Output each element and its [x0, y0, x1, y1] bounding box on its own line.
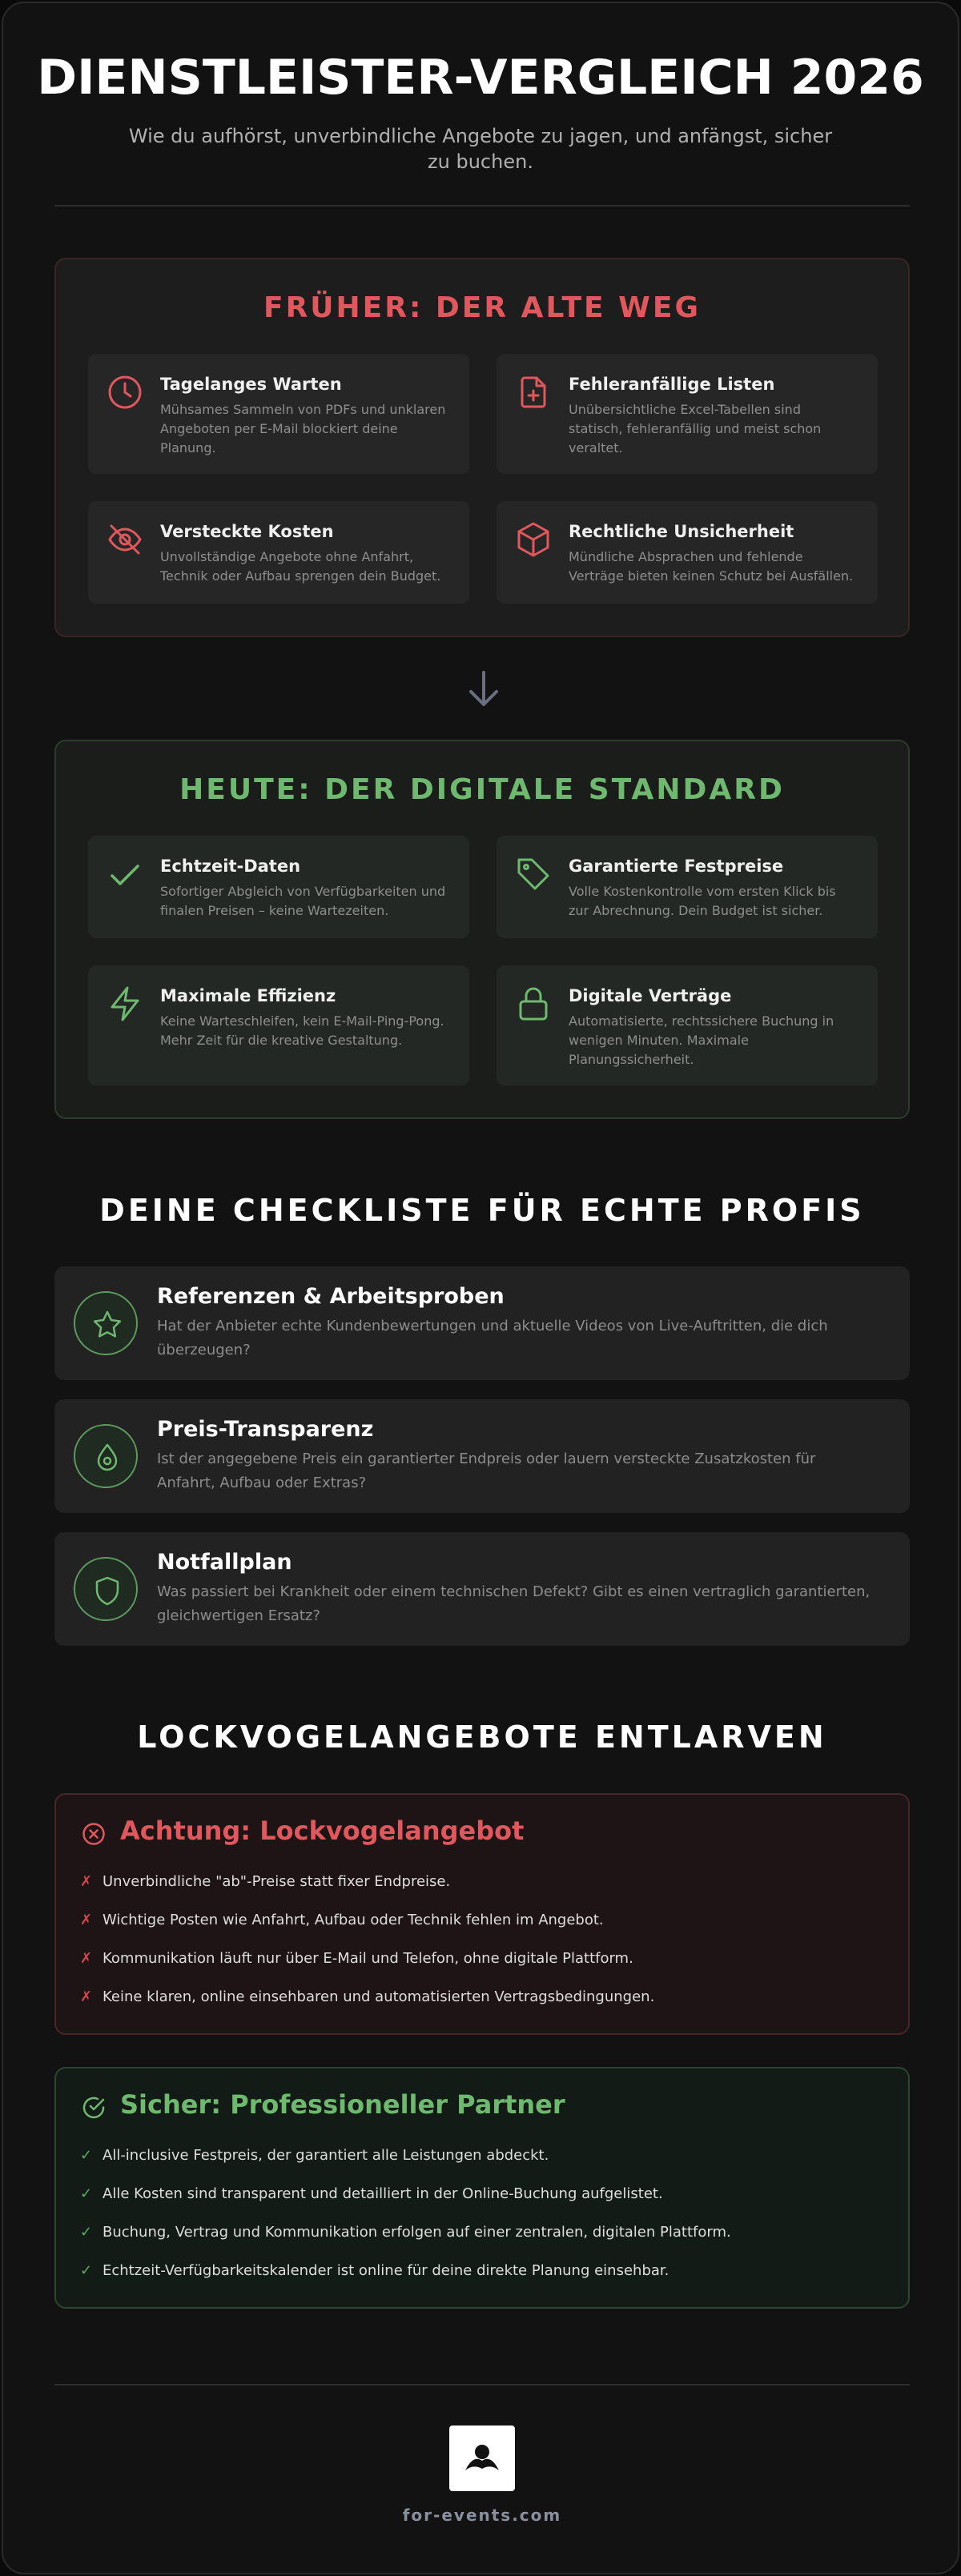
new-way-card: [497, 836, 878, 938]
header: [3, 3, 958, 175]
new-way-panel: [54, 740, 910, 1119]
x-circle-icon: [82, 1822, 106, 1846]
old-way-card: [88, 354, 469, 474]
safe-list: [80, 2147, 884, 2301]
checklist-item-description: Ist der angegebene Preis ein garantierter Endpreis oder lauern versteckte Zusatzkosten für Anfahrt, Aufbau oder Extras?: [157, 1451, 816, 1491]
cross-mark-icon: ✗: [80, 1912, 93, 1928]
list-item: [80, 2262, 884, 2301]
card-description: Sofortiger Abgleich von Verfügbarkeiten und finalen Preisen – keine Wartezeiten.: [160, 884, 446, 918]
logo-icon: [449, 2426, 515, 2491]
infographic: [2, 2, 959, 2574]
old-way-panel: [54, 258, 910, 637]
brand-logo[interactable]: [449, 2426, 515, 2491]
list-item: [80, 2147, 884, 2185]
clock-icon: [106, 373, 144, 411]
card-title: Echtzeit-Daten: [160, 857, 301, 876]
list-item: [80, 1912, 884, 1950]
safe-box: [54, 2067, 910, 2309]
footer-link[interactable]: for-events.com: [402, 2506, 562, 2525]
list-item-text: Buchung, Vertrag und Kommunikation erfolgen auf einer zentralen, digitalen Plattform.: [103, 2224, 731, 2241]
card-title: Maximale Effizienz: [160, 986, 336, 1005]
new-way-card: [88, 965, 469, 1085]
card-title: Versteckte Kosten: [160, 522, 334, 541]
list-item-text: All-inclusive Festpreis, der garantiert alle Leistungen abdeckt.: [103, 2147, 549, 2164]
check-mark-icon: ✓: [80, 2185, 93, 2202]
checklist-item: [54, 1399, 910, 1513]
list-item-text: Wichtige Posten wie Anfahrt, Aufbau oder Technik fehlen im Angebot.: [103, 1912, 604, 1928]
old-way-card: [497, 354, 878, 474]
list-item-text: Echtzeit-Verfügbarkeitskalender ist online für deine direkte Planung einsehbar.: [103, 2262, 669, 2279]
cross-mark-icon: ✗: [80, 1950, 93, 1967]
card-description: Keine Warteschleifen, kein E-Mail-Ping-Pong. Mehr Zeit für die kreative Gestaltung.: [160, 1013, 444, 1048]
safe-title: Sicher: Professioneller Partner: [120, 2089, 565, 2120]
shield-icon: [91, 1575, 123, 1607]
card-description: Unübersichtliche Excel-Tabellen sind statisch, fehleranfällig und meist schon veraltet.: [569, 402, 822, 455]
old-way-card: [497, 501, 878, 604]
card-description: Unvollständige Angebote ohne Anfahrt, Technik oder Aufbau sprengen dein Budget.: [160, 549, 441, 584]
card-title: Fehleranfällige Listen: [569, 375, 775, 394]
warning-list: [80, 1873, 884, 2027]
new-way-card: [497, 965, 878, 1085]
list-item: [80, 2185, 884, 2224]
card-description: Mühsames Sammeln von PDFs und unklaren Angeboten per E-Mail blockiert deine Planung.: [160, 402, 446, 455]
check-icon: [106, 855, 144, 893]
check-mark-icon: ✓: [80, 2262, 93, 2279]
list-item: [80, 2224, 884, 2262]
list-item-text: Alle Kosten sind transparent und detailliert in der Online-Buchung aufgelistet.: [103, 2185, 663, 2202]
card-description: Volle Kostenkontrolle vom ersten Klick bis zur Abrechnung. Dein Budget ist sicher.: [569, 884, 836, 918]
card-title: Tagelanges Warten: [160, 375, 342, 394]
card-title: Rechtliche Unsicherheit: [569, 522, 794, 541]
box-icon: [514, 520, 553, 559]
lock-icon: [514, 985, 553, 1023]
star-icon: [91, 1309, 123, 1341]
cross-mark-icon: ✗: [80, 1988, 93, 2005]
list-item-text: Keine klaren, online einsehbaren und automatisierten Vertragsbedingungen.: [103, 1988, 655, 2005]
decoys-title: LOCKVOGELANGEBOTE ENTLARVEN: [137, 1719, 827, 1755]
card-title: Digitale Verträge: [569, 986, 732, 1005]
divider: [54, 205, 910, 207]
cross-mark-icon: ✗: [80, 1873, 93, 1890]
list-item: [80, 1950, 884, 1988]
check-mark-icon: ✓: [80, 2147, 93, 2164]
checklist-item-description: Was passiert bei Krankheit oder einem technischen Defekt? Gibt es einen vertraglich garantierten, gleichwertigen Ersatz?: [157, 1583, 871, 1624]
card-description: Automatisierte, rechtssichere Buchung in wenigen Minuten. Maximale Planungssicherheit.: [569, 1013, 834, 1067]
arrow-down-icon: [464, 668, 503, 712]
checklist-item: [54, 1266, 910, 1380]
drop-icon: [91, 1442, 123, 1474]
warning-box: [54, 1793, 910, 2035]
eye-off-icon: [106, 520, 144, 559]
checklist-item-description: Hat der Anbieter echte Kundenbewertungen und aktuelle Videos von Live-Auftritten, die dich überzeugen?: [157, 1318, 828, 1358]
list-item-text: Unverbindliche "ab"-Preise statt fixer Endpreise.: [103, 1873, 451, 1890]
card-title: Garantierte Festpreise: [569, 857, 784, 876]
list-item: [80, 1873, 884, 1912]
page-title: DIENSTLEISTER-VERGLEICH 2026: [37, 50, 924, 106]
warning-title: Achtung: Lockvogelangebot: [120, 1816, 525, 1846]
tag-icon: [514, 855, 553, 893]
card-description: Mündliche Absprachen und fehlende Verträge bieten keinen Schutz bei Ausfällen.: [569, 549, 854, 584]
old-way-card: [88, 501, 469, 604]
check-mark-icon: ✓: [80, 2224, 93, 2241]
checklist-item-title: Notfallplan: [157, 1550, 292, 1575]
file-plus-icon: [514, 373, 553, 411]
checklist-icon-circle: [74, 1291, 138, 1355]
new-way-title: HEUTE: DER DIGITALE STANDARD: [179, 773, 785, 806]
checklist-item-title: Preis-Transparenz: [157, 1417, 374, 1442]
checklist-item-title: Referenzen & Arbeitsproben: [157, 1284, 505, 1309]
list-item: [80, 1988, 884, 2027]
lightning-icon: [106, 985, 144, 1023]
divider: [54, 2384, 910, 2385]
checklist-item: [54, 1532, 910, 1646]
page-subtitle: Wie du aufhörst, unverbindliche Angebote zu jagen, und anfängst, sicher zu buchen.: [128, 125, 833, 173]
checklist-icon-circle: [74, 1424, 138, 1488]
list-item-text: Kommunikation läuft nur über E-Mail und Telefon, ohne digitale Plattform.: [103, 1950, 633, 1967]
checklist-icon-circle: [74, 1557, 138, 1621]
checklist-title: DEINE CHECKLISTE FÜR ECHTE PROFIS: [99, 1193, 865, 1228]
old-way-title: FRÜHER: DER ALTE WEG: [263, 291, 702, 324]
check-circle-icon: [82, 2096, 106, 2120]
new-way-card: [88, 836, 469, 938]
